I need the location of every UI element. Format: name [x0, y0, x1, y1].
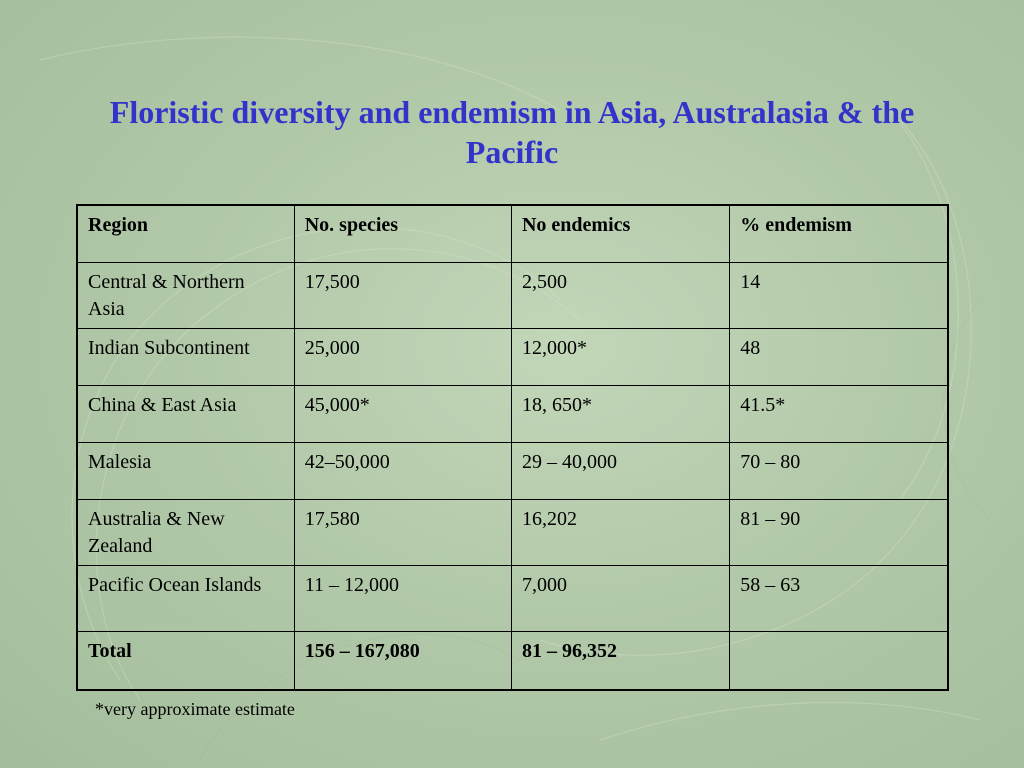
- endemism-cell: 14: [730, 263, 948, 329]
- endemics-cell: 12,000*: [511, 329, 729, 386]
- table-row: [77, 443, 948, 500]
- header-cell: No endemics: [511, 205, 729, 263]
- header-cell: Region: [77, 205, 294, 263]
- header-cell: % endemism: [730, 205, 948, 263]
- endemics-cell: 7,000: [511, 566, 729, 632]
- species-cell: 17,580: [294, 500, 511, 566]
- slide-title: Floristic diversity and endemism in Asia, Australasia & the Pacific: [109, 94, 915, 170]
- endemics-cell: 29 – 40,000: [511, 443, 729, 500]
- endemism-cell: 48: [730, 329, 948, 386]
- endemics-cell: 16,202: [511, 500, 729, 566]
- endemism-cell: 41.5*: [730, 386, 948, 443]
- species-cell: 17,500: [294, 263, 511, 329]
- endemism-cell: 70 – 80: [730, 443, 948, 500]
- endemism-cell: 81 – 90: [730, 500, 948, 566]
- table-header-row: [77, 205, 948, 263]
- region-cell: Australia & New Zealand: [77, 500, 294, 566]
- region-cell: China & East Asia: [77, 386, 294, 443]
- total-endemics-cell: 81 – 96,352: [511, 632, 729, 691]
- endemism-cell: 58 – 63: [730, 566, 948, 632]
- table-row: [77, 386, 948, 443]
- region-cell: Malesia: [77, 443, 294, 500]
- total-label-cell: Total: [77, 632, 294, 691]
- species-cell: 45,000*: [294, 386, 511, 443]
- endemics-cell: 18, 650*: [511, 386, 729, 443]
- species-cell: 25,000: [294, 329, 511, 386]
- region-cell: Central & Northern Asia: [77, 263, 294, 329]
- total-endemism-cell: [730, 632, 948, 691]
- table-row: [77, 329, 948, 386]
- region-cell: Pacific Ocean Islands: [77, 566, 294, 632]
- table-row: [77, 500, 948, 566]
- endemics-cell: 2,500: [511, 263, 729, 329]
- footnote: *very approximate estimate: [95, 699, 295, 719]
- species-cell: 11 – 12,000: [294, 566, 511, 632]
- header-cell: No. species: [294, 205, 511, 263]
- table-row: [77, 263, 948, 329]
- table-row: [77, 566, 948, 632]
- species-cell: 42–50,000: [294, 443, 511, 500]
- total-species-cell: 156 – 167,080: [294, 632, 511, 691]
- endemism-table: [76, 204, 949, 691]
- region-cell: Indian Subcontinent: [77, 329, 294, 386]
- table-total-row: [77, 632, 948, 691]
